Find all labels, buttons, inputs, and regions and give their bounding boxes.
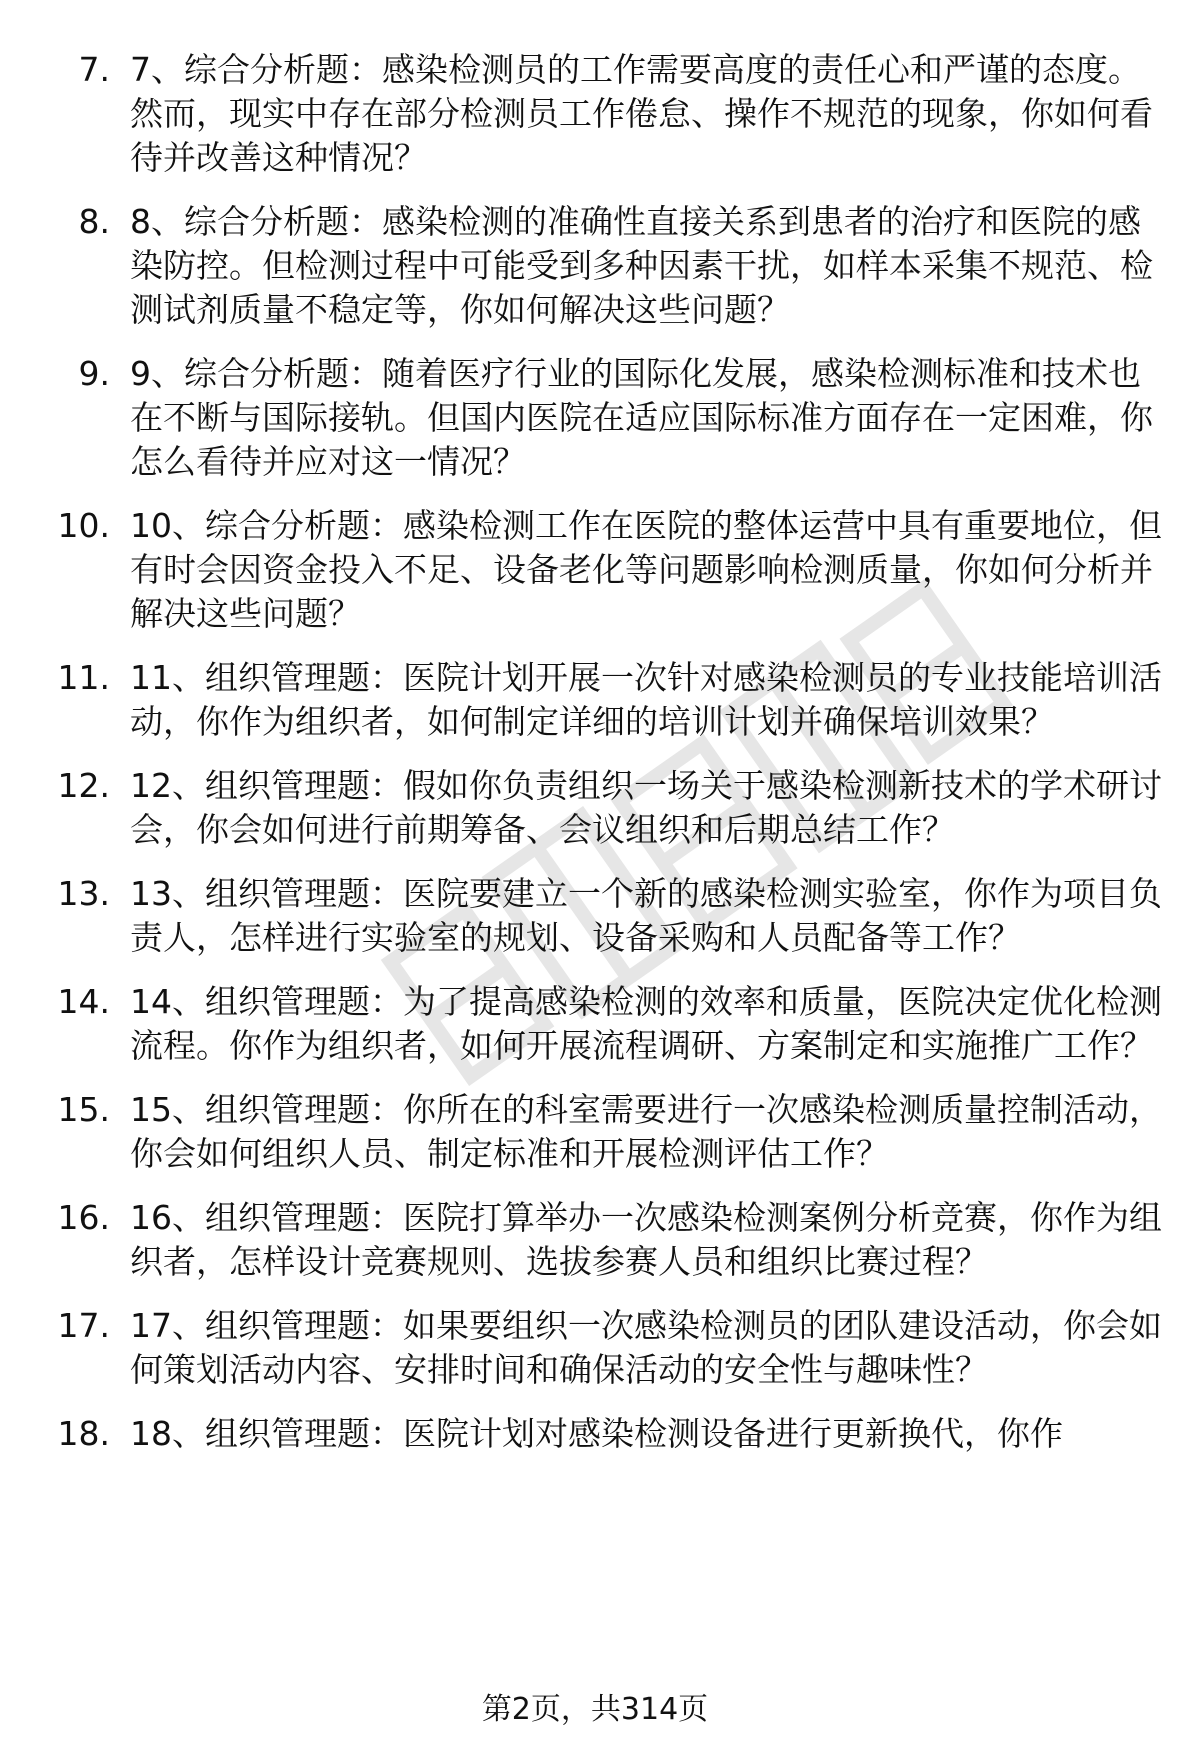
question-number: 18. xyxy=(57,1414,110,1453)
question-item-18 xyxy=(0,1412,1190,1456)
question-text: 11、组织管理题：医院计划开展一次针对感染检测员的专业技能培训活动，你作为组织者，如何制定详细的培训计划并确保培训效果？ xyxy=(130,658,1162,741)
question-number: 8. xyxy=(78,202,110,241)
question-text: 18、组织管理题：医院计划对感染检测设备进行更新换代，你作 xyxy=(130,1414,1063,1453)
question-number: 9. xyxy=(78,354,110,393)
question-item-8 xyxy=(0,200,1190,332)
question-item-16 xyxy=(0,1196,1190,1284)
question-number: 11. xyxy=(57,658,110,697)
question-item-13 xyxy=(0,872,1190,960)
question-item-10 xyxy=(0,504,1190,636)
question-text: 14、组织管理题：为了提高感染检测的效率和质量，医院决定优化检测流程。你作为组织者，如何开展流程调研、方案制定和实施推广工作？ xyxy=(130,982,1162,1065)
question-number: 14. xyxy=(57,982,110,1021)
question-number: 12. xyxy=(57,766,110,805)
question-item-11 xyxy=(0,656,1190,744)
question-number: 16. xyxy=(57,1198,110,1237)
question-item-14 xyxy=(0,980,1190,1068)
question-number: 13. xyxy=(57,874,110,913)
question-text: 13、组织管理题：医院要建立一个新的感染检测实验室，你作为项目负责人，怎样进行实验室的规划、设备采购和人员配备等工作？ xyxy=(130,874,1162,957)
question-text: 16、组织管理题：医院打算举办一次感染检测案例分析竞赛，你作为组织者，怎样设计竞赛规则、选拔参赛人员和组织比赛过程？ xyxy=(130,1198,1162,1281)
question-text: 12、组织管理题：假如你负责组织一场关于感染检测新技术的学术研讨会，你会如何进行前期筹备、会议组织和后期总结工作？ xyxy=(130,766,1162,849)
question-number: 15. xyxy=(57,1090,110,1129)
question-text: 7、综合分析题：感染检测员的工作需要高度的责任心和严谨的态度。然而，现实中存在部分检测员工作倦怠、操作不规范的现象，你如何看待并改善这种情况？ xyxy=(130,50,1153,177)
question-item-12 xyxy=(0,764,1190,852)
question-text: 8、综合分析题：感染检测的准确性直接关系到患者的治疗和医院的感染防控。但检测过程中可能受到多种因素干扰，如样本采集不规范、检测试剂质量不稳定等，你如何解决这些问题？ xyxy=(130,202,1153,329)
question-item-15 xyxy=(0,1088,1190,1176)
question-item-9 xyxy=(0,352,1190,484)
question-text: 9、综合分析题：随着医疗行业的国际化发展，感染检测标准和技术也在不断与国际接轨。但国内医院在适应国际标准方面存在一定困难，你怎么看待并应对这一情况？ xyxy=(130,354,1153,481)
question-text: 15、组织管理题：你所在的科室需要进行一次感染检测质量控制活动，你会如何组织人员、制定标准和开展检测评估工作？ xyxy=(130,1090,1162,1173)
question-text: 10、综合分析题：感染检测工作在医院的整体运营中具有重要地位，但有时会因资金投入不足、设备老化等问题影响检测质量，你如何分析并解决这些问题？ xyxy=(130,506,1162,633)
question-list xyxy=(0,48,1190,1476)
question-text: 17、组织管理题：如果要组织一次感染检测员的团队建设活动，你会如何策划活动内容、安排时间和确保活动的安全性与趣味性？ xyxy=(130,1306,1162,1389)
question-number: 7. xyxy=(78,50,110,89)
question-item-17 xyxy=(0,1304,1190,1392)
page-footer: 第2页，共314页 xyxy=(481,1692,709,1727)
question-item-7 xyxy=(0,48,1190,180)
question-number: 17. xyxy=(57,1306,110,1345)
question-number: 10. xyxy=(57,506,110,545)
